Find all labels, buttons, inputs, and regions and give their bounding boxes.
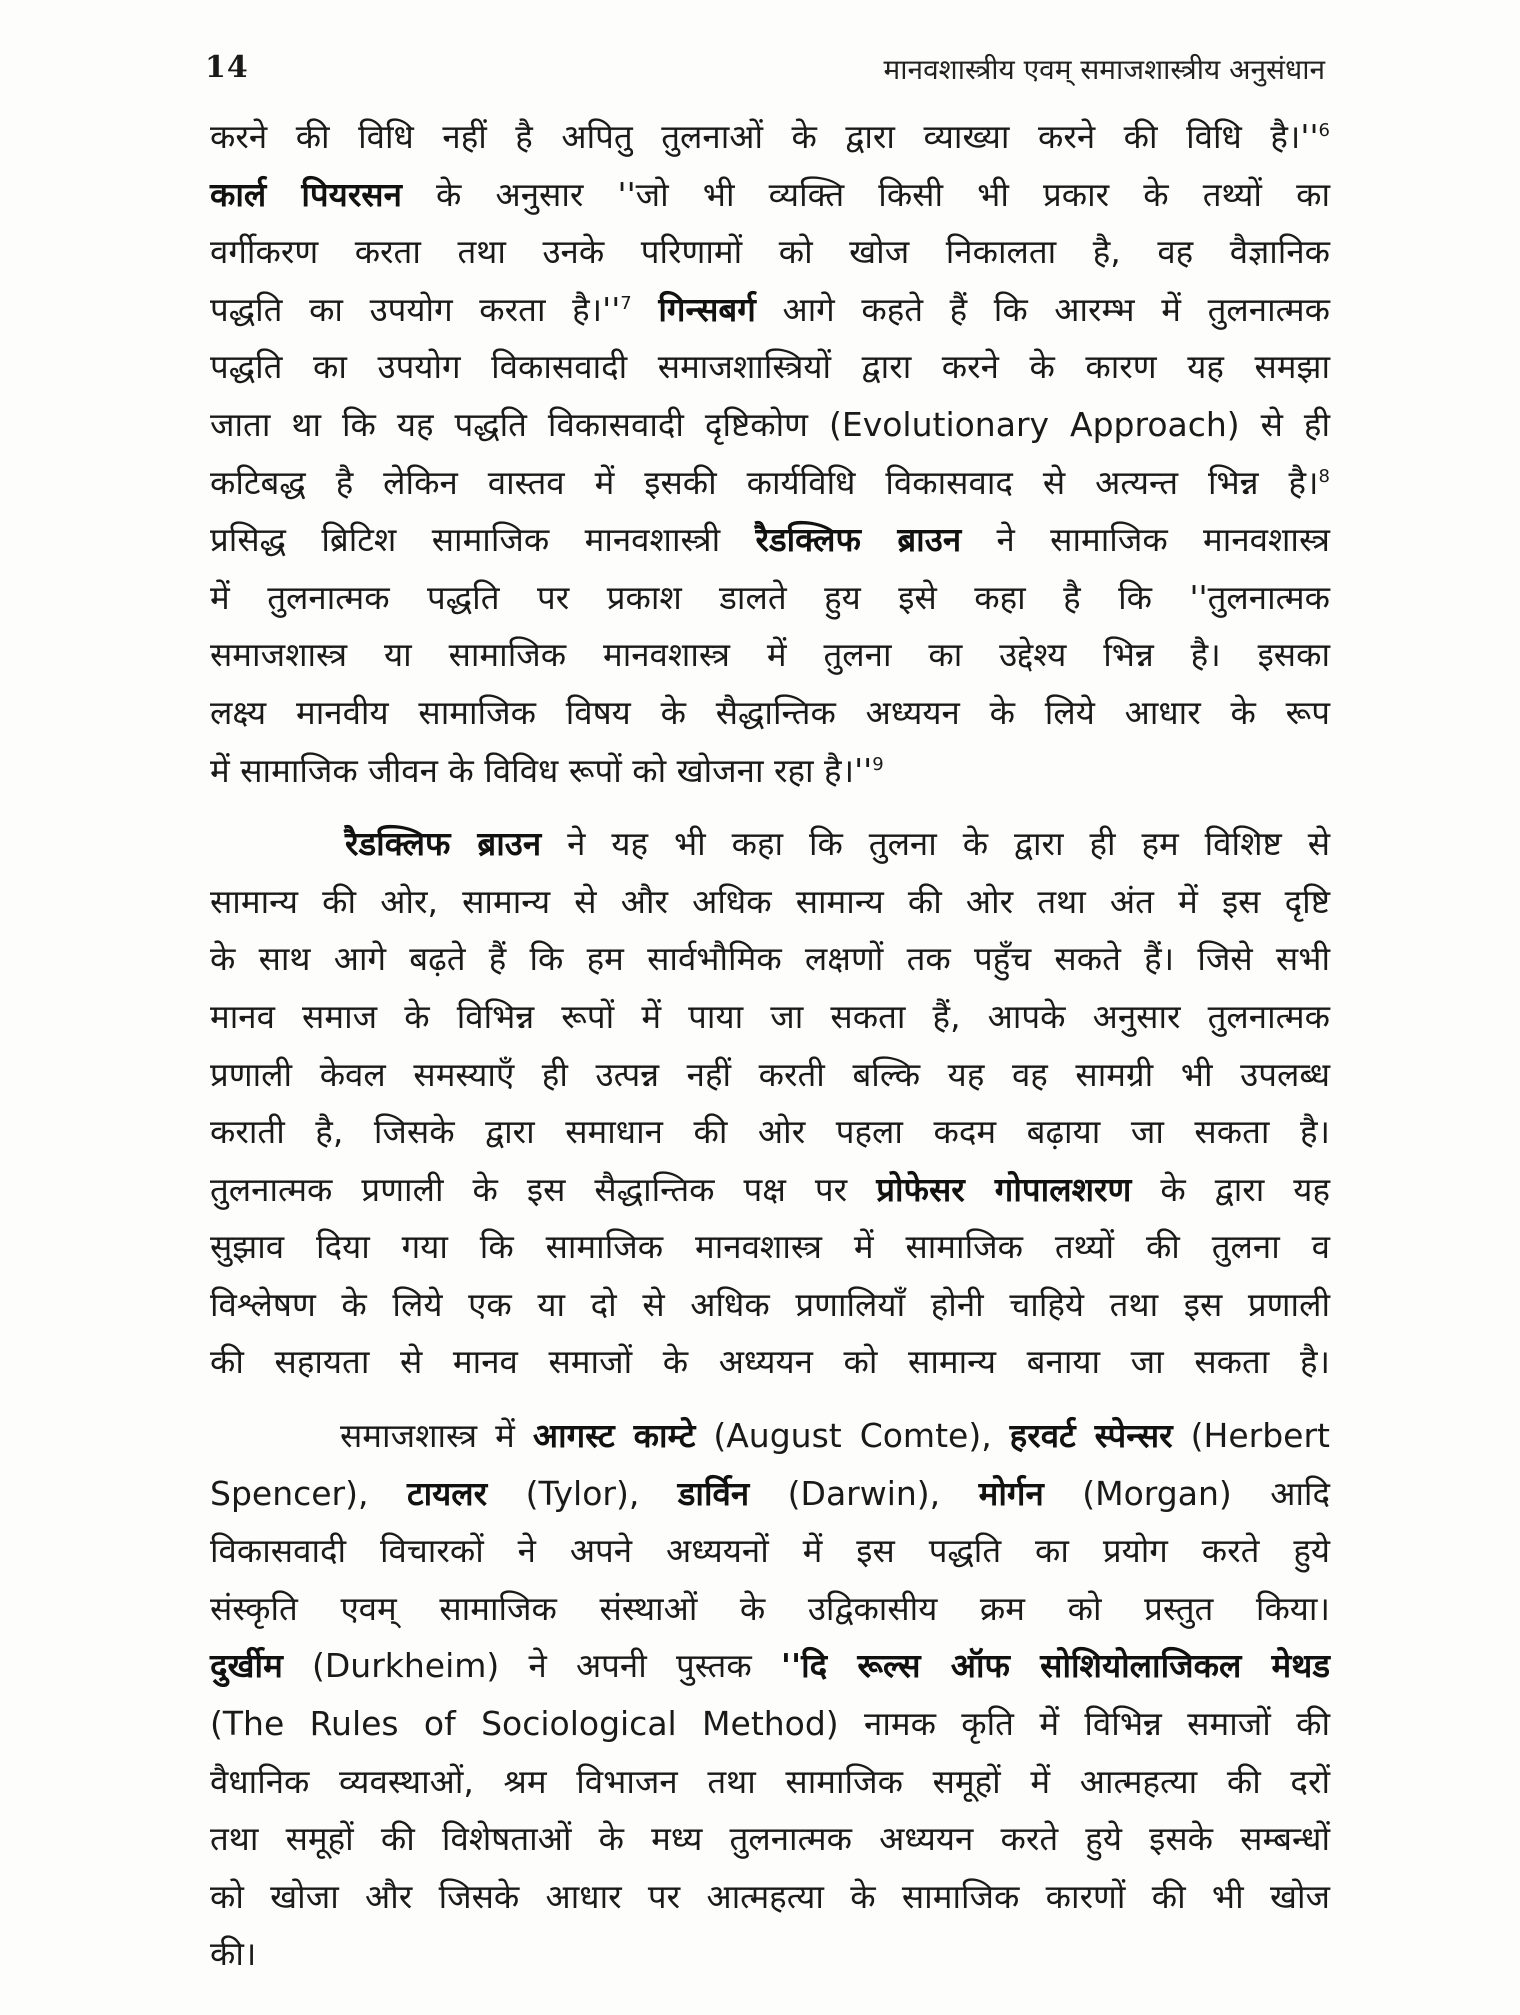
footnote-marker: 6	[1318, 120, 1330, 141]
text-segment: को खोजा और जिसके आधार पर आत्महत्या के सामाजिक कारणों की भी खोज	[210, 1876, 1330, 1916]
text-segment: सुझाव दिया गया कि सामाजिक मानवशास्त्र में सामाजिक तथ्यों की तुलना व	[210, 1227, 1330, 1267]
text-segment: जाता था कि यह पद्धति विकासवादी दृष्टिकोण (Evolutionary Approach) से ही	[210, 404, 1330, 444]
footnote-marker: 7	[620, 292, 632, 314]
bold-name: दुर्खीम	[210, 1646, 283, 1686]
text-line	[210, 223, 1330, 281]
text-segment: (Morgan) आदि	[1043, 1473, 1330, 1513]
text-segment: पद्धति का उपयोग विकासवादी समाजशास्त्रियों द्वारा करने के कारण यह समझा	[210, 347, 1330, 387]
text-segment: आगे कहते हैं कि आरम्भ में तुलनात्मक	[755, 289, 1330, 329]
text-segment: विश्लेषण के लिये एक या दो से अधिक प्रणालियाँ होनी चाहिये तथा इस प्रणाली	[210, 1284, 1330, 1324]
text-segment: लक्ष्य मानवीय सामाजिक विषय के सैद्धान्तिक अध्ययन के लिये आधार के रूप	[210, 692, 1330, 732]
text-line	[210, 338, 1330, 396]
text-segment: करने की विधि नहीं है अपितु तुलनाओं के द्वारा व्याख्या करने की विधि है।''	[210, 117, 1319, 156]
text-segment: (August Comte),	[695, 1416, 1010, 1456]
text-line	[210, 1580, 1330, 1638]
text-segment: के साथ आगे बढ़ते हैं कि हम सार्वभौमिक लक्षणों तक पहुँच सकते हैं। जिसे सभी	[210, 939, 1330, 979]
text-segment: प्रसिद्ध ब्रिटिश सामाजिक मानवशास्त्री	[210, 520, 756, 560]
text-segment: पद्धति का उपयोग करता है।''	[210, 289, 621, 329]
text-segment: विकासवादी विचारकों ने अपने अध्ययनों में इस पद्धति का प्रयोग करते हुये	[210, 1531, 1330, 1571]
text-line	[210, 1753, 1330, 1811]
text-line	[210, 1637, 1330, 1695]
text-segment: ने यह भी कहा कि तुलना के द्वारा ही हम विशिष्ट से	[541, 824, 1331, 864]
bold-name: टायलर	[406, 1473, 488, 1513]
text-line	[210, 1407, 1330, 1465]
bold-name: रैडक्लिफ ब्राउन	[755, 520, 962, 560]
bold-name: हरवर्ट स्पेन्सर	[1009, 1416, 1173, 1456]
text-line	[210, 988, 1330, 1046]
text-segment: के अनुसार ''जो भी व्यक्ति किसी भी प्रकार के तथ्यों का	[401, 174, 1330, 214]
text-segment: Spencer),	[210, 1473, 407, 1513]
text-segment: (Darwin),	[749, 1473, 979, 1513]
text-segment: समाजशास्त्र या सामाजिक मानवशास्त्र में तुलना का उद्देश्य भिन्न है। इसका	[210, 635, 1330, 675]
text-segment: संस्कृति एवम् सामाजिक संस्थाओं के उद्विकासीय क्रम को प्रस्तुत किया।	[210, 1588, 1330, 1628]
text-line	[210, 1333, 1330, 1391]
text-line	[210, 1103, 1330, 1161]
text-line	[210, 873, 1330, 931]
text-line	[210, 569, 1330, 627]
text-segment: कटिबद्ध है लेकिन वास्तव में इसकी कार्यविधि विकासवाद से अत्यन्त भिन्न है।	[210, 462, 1319, 502]
text-line	[210, 930, 1330, 988]
text-line	[210, 742, 1330, 800]
text-line	[210, 815, 1330, 873]
bold-name: मोर्गन	[978, 1473, 1044, 1513]
text-segment: की।	[210, 1934, 257, 1974]
text-line	[210, 1046, 1330, 1104]
text-segment: समाजशास्त्र में	[340, 1416, 533, 1456]
text-segment: मानव समाज के विभिन्न रूपों में पाया जा सकता हैं, आपके अनुसार तुलनात्मक	[210, 996, 1330, 1036]
running-title: मानवशास्त्रीय एवम् समाजशास्त्रीय अनुसंधान	[883, 53, 1325, 86]
text-line	[210, 454, 1330, 512]
text-line	[210, 1218, 1330, 1276]
text-line	[210, 684, 1330, 742]
text-segment: (Tylor),	[487, 1473, 678, 1513]
text-segment: (The Rules of Sociological Method) नामक कृति में विभिन्न समाजों की	[210, 1704, 1330, 1744]
text-line	[210, 1522, 1330, 1580]
page-number: 14	[205, 50, 249, 85]
text-segment	[632, 290, 659, 329]
footnote-marker: 8	[1318, 465, 1330, 487]
text-segment: की सहायता से मानव समाजों के अध्ययन को सामान्य बनाया जा सकता है।	[210, 1342, 1330, 1382]
text-line	[210, 396, 1330, 454]
text-line	[210, 1276, 1330, 1334]
bold-name: आगस्ट काम्टे	[532, 1416, 696, 1456]
bold-name: रैडक्लिफ ब्राउन	[345, 824, 542, 864]
text-segment: कराती है, जिसके द्वारा समाधान की ओर पहला कदम बढ़ाया जा सकता है।	[210, 1112, 1330, 1152]
text-line	[210, 108, 1330, 166]
paragraph	[210, 108, 1330, 799]
text-segment: वैधानिक व्यवस्थाओं, श्रम विभाजन तथा सामाजिक समूहों में आत्महत्या की दरों	[210, 1761, 1330, 1801]
text-line	[210, 1868, 1330, 1926]
text-segment: ने सामाजिक मानवशास्त्र	[961, 520, 1331, 560]
text-line	[210, 166, 1330, 224]
text-segment: में सामाजिक जीवन के विविध रूपों को खोजना रहा है।''	[210, 750, 873, 790]
page-body	[210, 108, 1330, 1983]
text-segment: वर्गीकरण करता तथा उनके परिणामों को खोज निकालता है, वह वैज्ञानिक	[210, 232, 1330, 272]
text-line	[210, 1465, 1330, 1523]
text-segment: में तुलनात्मक पद्धति पर प्रकाश डालते हुय इसे कहा है कि ''तुलनात्मक	[210, 577, 1330, 617]
bold-name: गिन्सबर्ग	[658, 289, 756, 329]
text-segment: के द्वारा यह	[1131, 1169, 1330, 1209]
text-segment: (Herbert	[1172, 1416, 1330, 1456]
text-line	[210, 511, 1330, 569]
text-segment: (Durkheim) ने अपनी पुस्तक	[282, 1646, 781, 1686]
paragraph	[210, 1407, 1330, 1983]
text-line	[210, 1810, 1330, 1868]
bold-name: डार्विन	[677, 1473, 750, 1513]
text-segment: तथा समूहों की विशेषताओं के मध्य तुलनात्मक अध्ययन करते हुये इसके सम्बन्धों	[210, 1819, 1330, 1859]
text-segment: तुलनात्मक प्रणाली के इस सैद्धान्तिक पक्ष पर	[210, 1169, 877, 1209]
page-header	[205, 44, 1325, 94]
text-segment: प्रणाली केवल समस्याएँ ही उत्पन्न नहीं करती बल्कि यह वह सामग्री भी उपलब्ध	[210, 1054, 1330, 1094]
text-line	[210, 281, 1330, 339]
text-line	[210, 1695, 1330, 1753]
text-line	[210, 626, 1330, 684]
bold-name: ''दि रूल्स ऑफ सोशियोलाजिकल मेथड	[780, 1646, 1330, 1686]
bold-name: कार्ल पियरसन	[210, 174, 402, 214]
paragraph	[210, 815, 1330, 1391]
text-line	[210, 1925, 1330, 1983]
footnote-marker: 9	[872, 753, 884, 775]
text-line	[210, 1161, 1330, 1219]
text-segment: सामान्य की ओर, सामान्य से और अधिक सामान्य की ओर तथा अंत में इस दृष्टि	[210, 881, 1330, 921]
bold-name: प्रोफेसर गोपालशरण	[876, 1169, 1132, 1209]
